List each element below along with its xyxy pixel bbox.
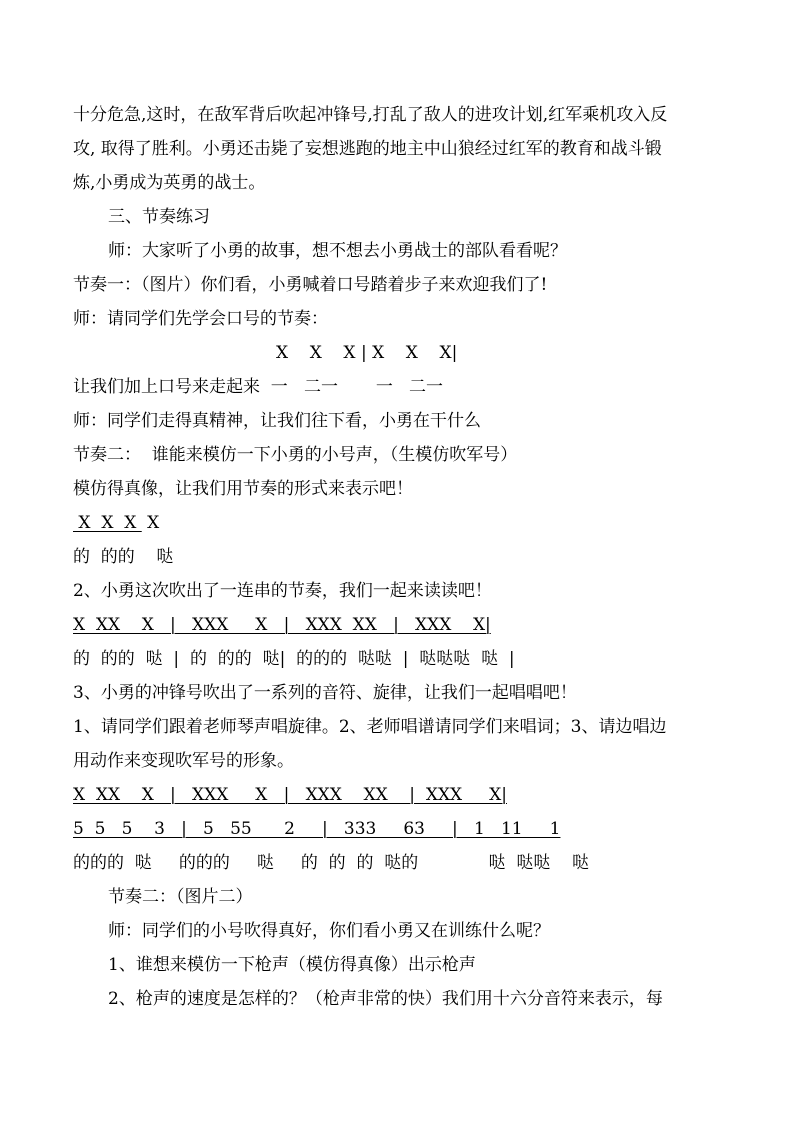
syllable-line: 的的的 哒 的的的 哒 的 的 的 哒的 哒 哒哒 哒 — [73, 853, 589, 873]
paragraph-line-3: 炼,小勇成为英勇的战士。 — [73, 173, 266, 193]
paragraph-line-1: 十分危急,这时，在敌军背后吹起冲锋号,打乱了敌人的进攻计划,红军乘机攻入反 — [73, 105, 668, 125]
paragraph-line: 用动作来变现吹军号的形象。 — [73, 751, 294, 771]
rhythm-notation-underlined: X X X — [73, 513, 142, 533]
numbered-item: 1、请同学们跟着老师琴声唱旋律。2、老师唱谱请同学们来唱词；3、请边唱边 — [73, 717, 667, 737]
teacher-line: 师：大家听了小勇的故事，想不想去小勇战士的部队看看呢？ — [108, 241, 567, 261]
melody-notation: 5 5 5 3 | 5 55 2 | 333 63 | 1 11 1 — [73, 819, 561, 839]
syllable-line: 的 的的 哒 | 的 的的 哒| 的的的 哒哒 | 哒哒哒 哒 | — [73, 649, 515, 669]
rhythm-two-intro: 节奏二： 谁能来模仿一下小勇的小号声，（生模仿吹军号） — [73, 445, 518, 465]
teacher-line: 师：请同学们先学会口号的节奏： — [73, 309, 328, 329]
section-heading: 节奏二：（图片二） — [108, 887, 253, 907]
rhythm-notation: X XX X | XXX X | XXX XX | XXX X| — [73, 785, 507, 805]
numbered-item: 2、枪声的速度是怎样的？（枪声非常的快）我们用十六分音符来表示，每 — [108, 989, 663, 1009]
chant-line: 让我们加上口号来走起来 一 二一 一 二一 — [73, 377, 444, 397]
teacher-line: 师：同学们的小号吹得真好，你们看小勇又在训练什么呢？ — [108, 921, 550, 941]
numbered-item: 2、小勇这次吹出了一连串的节奏，我们一起来读读吧！ — [73, 581, 492, 601]
rhythm-one-intro: 节奏一：（图片）你们看，小勇喊着口号踏着步子来欢迎我们了! — [73, 275, 548, 295]
teacher-line: 师：同学们走得真精神，让我们往下看，小勇在干什么 — [73, 411, 481, 431]
syllable-line: 的 的的 哒 — [73, 547, 174, 567]
paragraph-line: 模仿得真像，让我们用节奏的形式来表示吧！ — [73, 479, 413, 499]
section-heading: 三、节奏练习 — [108, 207, 210, 227]
numbered-item: 1、谁想来模仿一下枪声（模仿得真像）出示枪声 — [108, 955, 476, 975]
rhythm-notation-rest: X — [141, 513, 160, 533]
rhythm-notation: X X X | X X X| — [276, 343, 458, 363]
numbered-item: 3、小勇的冲锋号吹出了一系列的音符、旋律，让我们一起唱唱吧！ — [73, 683, 577, 703]
rhythm-notation — [73, 512, 159, 534]
paragraph-line-2: 攻, 取得了胜利。小勇还击毙了妄想逃跑的地主中山狼经过红军的教育和战斗锻 — [73, 139, 662, 159]
rhythm-notation: X XX X | XXX X | XXX XX | XXX X| — [73, 615, 491, 635]
